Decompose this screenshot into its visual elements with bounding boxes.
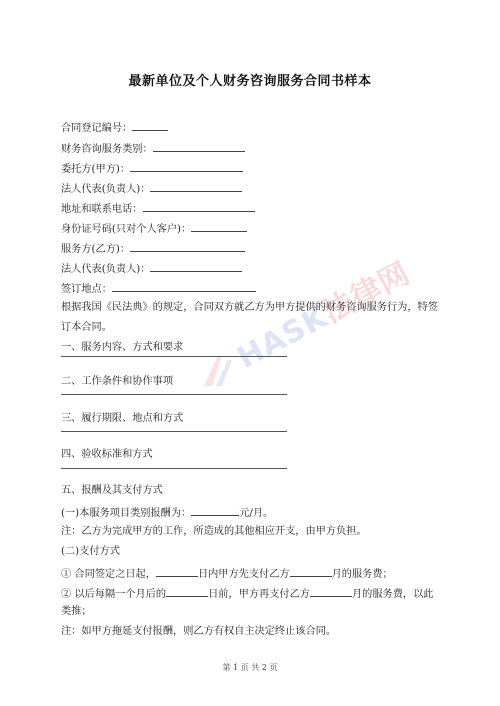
payment-clause-2 xyxy=(61,585,434,602)
field-label: 法人代表(负责人)： xyxy=(61,264,151,275)
section-2-answer-line xyxy=(61,394,287,395)
field-label: 法人代表(负责人)： xyxy=(61,184,151,195)
payment-clause-1 xyxy=(61,565,393,582)
field-service-category xyxy=(61,140,245,157)
section-heading-3: 三、履行期限、地点和方式 xyxy=(61,413,184,424)
field-label: 地址和联系电话： xyxy=(61,204,143,215)
blank-line xyxy=(166,585,208,597)
fee-line xyxy=(61,504,273,521)
watermark-text-cn: 法律网 xyxy=(317,255,417,331)
blank-line xyxy=(130,240,245,252)
blank-line xyxy=(143,200,255,212)
blank-line xyxy=(191,504,239,516)
section-heading-2: 二、工作条件和协作事项 xyxy=(61,376,174,387)
page-number-footer: 第 1 页 共 2 页 xyxy=(222,663,278,672)
field-label: 身份证号码(只对个人客户)： xyxy=(61,224,192,235)
clause-text: ① 合同签定之日起， xyxy=(61,569,156,580)
blank-line xyxy=(150,260,242,272)
fee-label: (一)本服务项目类别报酬为： xyxy=(61,508,192,519)
field-legal-rep-a xyxy=(61,180,242,197)
fee-unit: 元/月。 xyxy=(239,508,274,519)
payment-clause-2-continued: 类推； xyxy=(61,606,92,617)
blank-line xyxy=(112,280,256,292)
blank-line xyxy=(130,160,243,172)
section-heading-1: 一、服务内容、方式和要求 xyxy=(61,342,184,353)
intro-paragraph-line2: 订本合同。 xyxy=(61,322,112,333)
field-client-party-a xyxy=(61,160,243,177)
section-4-answer-line xyxy=(61,468,287,469)
field-id-number xyxy=(61,220,247,237)
field-signing-place xyxy=(61,280,256,297)
intro-paragraph-line1: 根据我国《民法典》的规定，合同双方就乙方为甲方提供的财务咨询服务行为，特签 xyxy=(61,302,438,313)
field-provider-party-b xyxy=(61,240,245,257)
watermark-text-latin: HASK xyxy=(231,299,334,376)
clause-text: ② 以后每隔一个月后的 xyxy=(61,589,167,600)
clause-text: 日内甲方先支付乙方 xyxy=(197,569,290,580)
payment-method-heading: (二)支付方式 xyxy=(61,546,120,557)
blank-line xyxy=(310,585,352,597)
clause-text: 月的服务费； xyxy=(331,569,393,580)
field-label: 财务咨询服务类别： xyxy=(61,144,153,155)
field-label: 签订地点： xyxy=(61,284,112,295)
document-title: 最新单位及个人财务咨询服务合同书样本 xyxy=(128,74,372,89)
field-contract-number xyxy=(61,119,168,136)
blank-line xyxy=(150,180,242,192)
section-3-answer-line xyxy=(61,431,287,432)
clause-text: 日前，甲方再支付乙方 xyxy=(208,589,310,600)
field-label: 服务方(乙方)： xyxy=(61,244,131,255)
field-label: 委托方(甲方)： xyxy=(61,164,131,175)
section-heading-5: 五、报酬及其支付方式 xyxy=(61,485,163,496)
blank-line xyxy=(132,119,168,131)
blank-line xyxy=(191,220,247,232)
note-late-payment: 注：如甲方拖延支付报酬，则乙方有权自主决定终止该合同。 xyxy=(61,626,337,637)
blank-line xyxy=(153,140,245,152)
blank-line xyxy=(290,565,332,577)
section-heading-4: 四、验收标准和方式 xyxy=(61,449,153,460)
field-legal-rep-b xyxy=(61,260,242,277)
blank-line xyxy=(156,565,198,577)
clause-text: 月的服务费，以此 xyxy=(352,589,434,600)
field-label: 合同登记编号： xyxy=(61,123,133,134)
note-expenses: 注：乙方为完成甲方的工作，所造成的其他相应开支，由甲方负担。 xyxy=(61,526,367,537)
field-address-phone xyxy=(61,200,255,217)
